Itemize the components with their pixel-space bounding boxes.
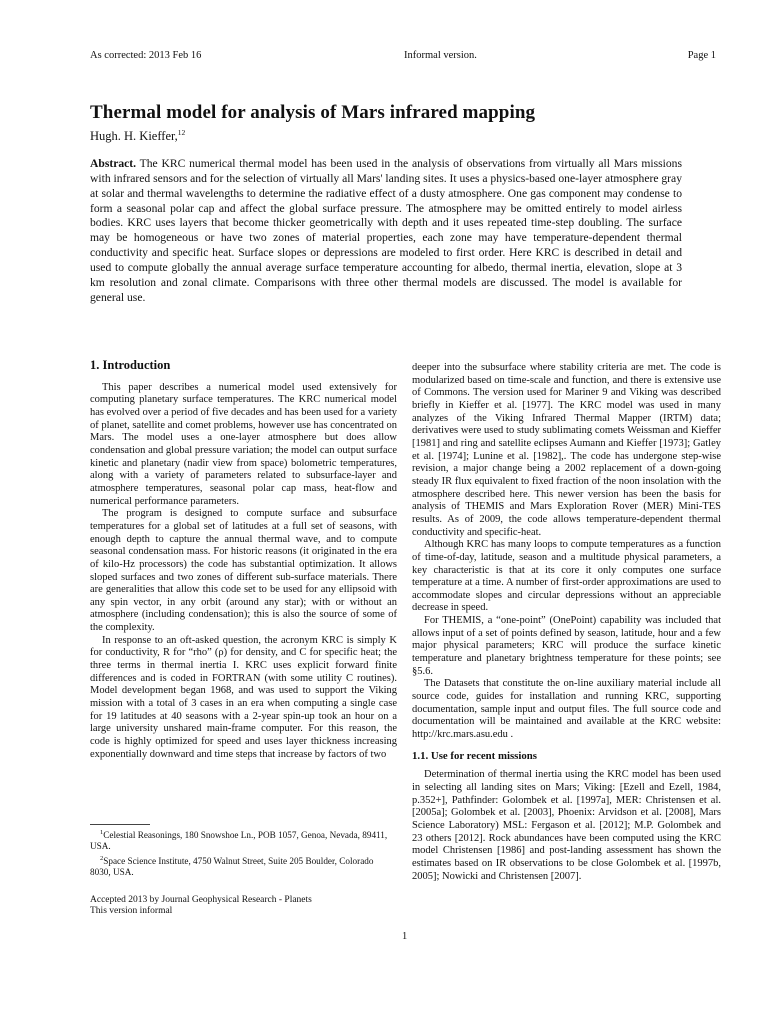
- footnote-rule: [90, 824, 150, 825]
- footnote-text: Space Science Institute, 4750 Walnut Street, Suite 205 Boulder, Colorado 8030, USA.: [90, 855, 374, 878]
- author-name: Hugh. H. Kieffer,: [90, 129, 178, 144]
- running-header-date: As corrected: 2013 Feb 16: [90, 50, 202, 61]
- paper-title: Thermal model for analysis of Mars infrared mapping: [90, 102, 536, 123]
- abstract-label: Abstract.: [90, 157, 137, 170]
- intro-paragraph: In response to an oft-asked question, the acronym KRC is simply K for conductivity, R for “rho” (ρ) for density, and C for specific heat; the three terms in thermal inertia I. KRC uses explicit forward finite differences and is coded in FORTRAN (with some utility C routines). Model development began 1968, and was used to support the Viking mission with a total of 3 cases in an era when computing a single case for 19 latitudes at 40 seasons with a 2-year spin-up took an hour on a large university unshared main-frame computer. For this reason, the code is highly optimized for speed and uses layer thickness increasing exponentially downward and time steps that increase by factors of two: [90, 634, 397, 760]
- running-header-page: Page 1: [687, 50, 716, 61]
- acceptance-note: [90, 895, 312, 917]
- abstract-text: The KRC numerical thermal model has been used in the analysis of observations from virtually all Mars missions with infrared sensors and for the selection of virtually all Mars' landing sites. It uses a physics-based one-layer atmosphere gray at solar and thermal wavelengths to determine the radiative effect of a dusty atmosphere. One gas component may condense to form a seasonal polar cap and affect the global surface pressure. The atmosphere may be omitted entirely to model airless bodies. KRC uses layers that become thicker geometrically with depth and it uses repeated time-step doubling. The surface may be homogeneous or have two zones of material properties, each zone may have temperature-dependent thermal conductivity and specific heat. Surface slopes or depressions are modeled to first order. Here KRC is described in detail and used to compute globally the annual average surface temperature accounting for albedo, thermal inertia, elevation, slope at 3 km resolution and zonal climate. Comparisons with three other thermal models are discussed. The model is available for general use.: [90, 157, 682, 304]
- right-column: [412, 362, 721, 883]
- footnote-text: Celestial Reasonings, 180 Snowshoe Ln., POB 1057, Genoa, Nevada, 89411, USA.: [90, 830, 388, 852]
- recent-missions-paragraph: Determination of thermal inertia using the KRC model has been used in selecting all landing sites on Mars; Viking: [Ezell and Ezell, 1984, p.352+], Pathfinder: Golombek et al. [1997a], MER: Christensen et al. [2005a]; Golombek et al. [2003], Phoenix: Arvidson et al. [2008], Mars Science Laboratory) MSL: Fergason et al. [2012]; M.P. Golombek and 23 others [2012]. Rock abundances have been computed using the KRC model Christensen [1986] and post-landing assessment has shown the estimates based on IR observations to be close Golombek et al. [1997b, 2005]; Nowicki and Christensen [2007].: [412, 769, 721, 882]
- version-note-line: This version informal: [90, 906, 173, 917]
- intro-paragraph: The Datasets that constitute the on-line auxiliary material include all source code, guides for installation and running KRC, supporting documentation, sample input and output files. The full source code and documentation will be maintained and available at the KRC website: http://krc.mars.asu.edu .: [412, 678, 721, 741]
- abstract: [90, 157, 682, 305]
- section-heading-introduction: 1. Introduction: [90, 358, 171, 372]
- acceptance-line: Accepted 2013 by Journal Geophysical Research - Planets: [90, 895, 312, 905]
- footnotes: [90, 827, 390, 879]
- footnote-mark: 2: [100, 854, 104, 862]
- page-number: 1: [402, 931, 408, 942]
- intro-paragraph: For THEMIS, a “one-point” (OnePoint) capability was included that allows input of a set of points defined by season, latitude, hour and a few major physical parameters; KRC will produce the surface kinetic temperature and planetary brightness temperature for these points; see §5.6.: [412, 615, 721, 677]
- intro-paragraph: deeper into the subsurface where stability criteria are met. The code is modularized based on time-scale and function, and there is extensive use of Commons. The version used for Mariner 9 and Viking was described briefly in Kieffer et al. [1977]. The KRC model was used in many analyzes of the Viking Infrared Thermal Mapper (IRTM) data; derivatives were used to study sublimating comets Weissman and Kieffer [1981] and ring and satellite eclipses Aumann and Kieffer [1973]; Gatley et al. [1974]; Lunine et al. [1982],. The code has undergone step-wise revision, a major change being a 2002 replacement of a down-going steady IR flux equivalent to fixed fraction of the noon insolation with the atmosphere described here. This newer version has been the basis for analysis of THEMIS and Mars Exploration Rover (MER) Mini-TES results. As of 2009, the code allows temperature-dependent thermal conductivity and specific-heat.: [412, 362, 721, 538]
- author-affiliation-marks: 12: [177, 128, 186, 137]
- running-header-version: Informal version.: [404, 50, 477, 61]
- author-line: [90, 128, 185, 144]
- footnote: [90, 853, 390, 879]
- left-column: [90, 355, 397, 761]
- subsection-heading-recent-missions: 1.1. Use for recent missions: [412, 749, 537, 762]
- intro-paragraph: This paper describes a numerical model used extensively for computing planetary surface temperatures. The KRC numerical model has evolved over a period of five decades and has been used for a variety of planet, satellite and comet problems, however use has concentrated on Mars. The model uses a one-layer atmosphere but does allow condensation and global pressure variation; the model can output surface kinetic and planetary (nadir view from space) bolometric temperatures, along with a variety of parameters related to subsurface-layer and atmosphere temperatures, seasonal polar cap mass, heat-flow and numerical performance parameters.: [90, 381, 397, 507]
- footnote: [90, 827, 390, 853]
- intro-paragraph: The program is designed to compute surface and subsurface temperatures for a global set of latitudes at a full set of seasons, with enough depth to capture the annual thermal wave, and to compute seasonal condensation mass. For historic reasons (it originated in the era of kilo-Hz processors) the code has substantial optimization. It allows sloped surfaces and two zones of different sub-surface materials. There are generalities that allow this code set to be used for any ellipsoid with any spin vector, in any orbit (around any star); with or without an atmosphere (including condensation); this is also the source of some of the complexity.: [90, 508, 397, 634]
- intro-paragraph: Although KRC has many loops to compute temperatures as a function of time-of-day, latitude, season and a multitude physical parameters, a key characteristic is that at its core it only computes one surface temperature at a time. A number of first-order approximations are used to accommodate slopes and circular depressions without an appreciable decrease in speed.: [412, 539, 721, 614]
- footnote-mark: 1: [100, 829, 104, 836]
